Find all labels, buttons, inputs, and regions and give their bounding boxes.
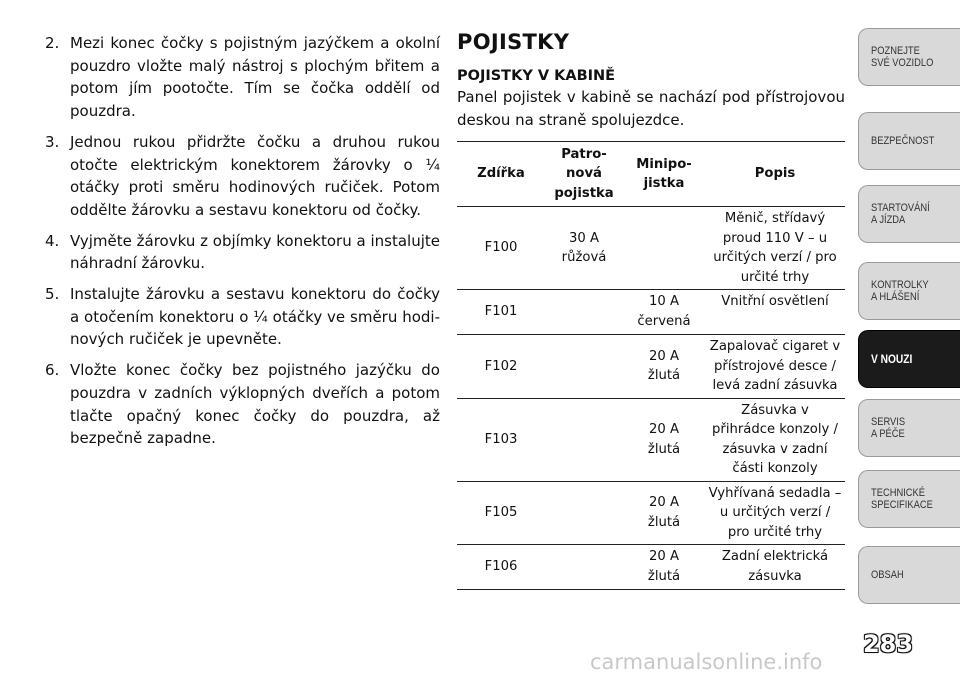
cell-cavity: F100 <box>457 207 545 290</box>
cell-description: Vyhřívaná sedadla – u určitých verzí / pro určité trhy <box>705 481 845 545</box>
cell-cartridge <box>545 545 623 590</box>
tab-contents[interactable] <box>858 546 960 604</box>
step-number: 4. <box>45 231 60 250</box>
watermark: carmanualsonline.info <box>590 650 823 674</box>
cell-cavity: F101 <box>457 290 545 335</box>
tab-safety[interactable] <box>858 112 960 170</box>
table-row <box>457 290 845 335</box>
cell-cartridge <box>545 290 623 335</box>
table-header-row <box>457 142 845 207</box>
table-row <box>457 481 845 545</box>
cell-cavity: F103 <box>457 398 545 481</box>
table-row <box>457 207 845 290</box>
cell-mini: 20 A žlutá <box>623 335 705 399</box>
step-number: 5. <box>45 285 60 304</box>
page-number: 283 <box>862 630 914 658</box>
tab-label: KONTROLKY A HLÁŠENÍ <box>871 279 929 303</box>
cell-cartridge: 30 A růžová <box>545 207 623 290</box>
step-item <box>45 32 440 123</box>
step-text: Mezi konec čočky s pojistným jazýčkem a okolní pouzdro vložte malý nástroj s plochým břitem a potom jím pootočte. Tím se čočka oddělí od pouzdra. <box>70 34 440 121</box>
column-header-cartridge: Patronová pojistka <box>545 142 623 207</box>
tab-label: STARTOVÁNÍ A JÍZDA <box>871 202 930 226</box>
cell-mini <box>623 207 705 290</box>
tab-label: BEZPEČNOST <box>871 135 935 147</box>
step-number: 3. <box>45 132 60 151</box>
cell-cartridge <box>545 398 623 481</box>
cell-cavity: F102 <box>457 335 545 399</box>
table-row <box>457 545 845 590</box>
step-item <box>45 283 440 351</box>
section-title: POJISTKY <box>457 30 570 54</box>
step-text: Vyjměte žárovku z objímky konektoru a instalujte náhradní žárovku. <box>70 231 440 273</box>
fuse-table <box>457 141 845 590</box>
step-item <box>45 131 440 222</box>
column-header-cavity: Zdířka <box>457 142 545 207</box>
intro-text: Panel pojistek v kabině se nachází pod přístrojovou deskou na straně spolujezdce. <box>457 88 845 129</box>
cell-mini: 20 A žlutá <box>623 481 705 545</box>
tab-technical-specs[interactable] <box>858 470 960 528</box>
column-header-description: Popis <box>705 142 845 207</box>
step-text: Jednou rukou přidržte čočku a druhou rukou otočte elektrickým konektorem žárovky o ¼ otáčky proti směru hodinových ručiček. Potom oddělte žárovku a sestavu konektoru od čočky. <box>70 132 440 219</box>
cell-description: Zapalovač cigaret v přístrojové desce / levá zadní zásuvka <box>705 335 845 399</box>
cell-mini: 10 A červená <box>623 290 705 335</box>
step-item <box>45 230 440 275</box>
tab-starting-driving[interactable] <box>858 185 960 243</box>
step-text: Vložte konec čočky bez pojistného jazýčku do pouzdra v zadních výklopných dveřích a potom tlačte opačný konec čočky do pouzdra, až bezpečně zapadne. <box>70 361 440 448</box>
cell-cartridge <box>545 481 623 545</box>
step-number: 6. <box>45 361 60 380</box>
tab-service[interactable] <box>858 399 960 457</box>
tab-warning-lights[interactable] <box>858 262 960 320</box>
tab-label: OBSAH <box>871 569 904 581</box>
step-number: 2. <box>45 34 60 52</box>
tab-label: TECHNICKÉ SPECIFIKACE <box>871 487 933 511</box>
cell-mini: 20 A žlutá <box>623 398 705 481</box>
tab-label: SERVIS A PÉČE <box>871 416 906 440</box>
step-item <box>45 359 440 450</box>
instruction-steps <box>45 32 440 458</box>
cell-cavity: F105 <box>457 481 545 545</box>
column-header-mini: Minipojistka <box>623 142 705 207</box>
table-row <box>457 398 845 481</box>
cell-cavity: F106 <box>457 545 545 590</box>
table-row <box>457 335 845 399</box>
cell-mini: 20 A žlutá <box>623 545 705 590</box>
tab-label: V NOUZI <box>871 352 913 366</box>
cell-description: Zadní elektrická zásuvka <box>705 545 845 590</box>
cell-description: Měnič, střídavý proud 110 V – u určitých verzí / pro určité trhy <box>705 207 845 290</box>
tab-label: POZNEJTE SVÉ VOZIDLO <box>871 45 934 69</box>
step-text: Instalujte žárovku a sestavu konektoru do čočky a otočením konektoru o ¼ otáčky ve směru hodinových ručiček je upevněte. <box>70 285 440 349</box>
fuse-section <box>457 30 845 131</box>
cell-description: Zásuvka v přihrádce konzoly / zásuvka v zadní části konzoly <box>705 398 845 481</box>
cell-cartridge <box>545 335 623 399</box>
cell-description: Vnitřní osvětlení <box>705 290 845 335</box>
tab-emergency[interactable] <box>858 330 960 388</box>
subsection-title: POJISTKY V KABINĚ <box>457 68 616 84</box>
tab-know-your-vehicle[interactable] <box>858 28 960 86</box>
